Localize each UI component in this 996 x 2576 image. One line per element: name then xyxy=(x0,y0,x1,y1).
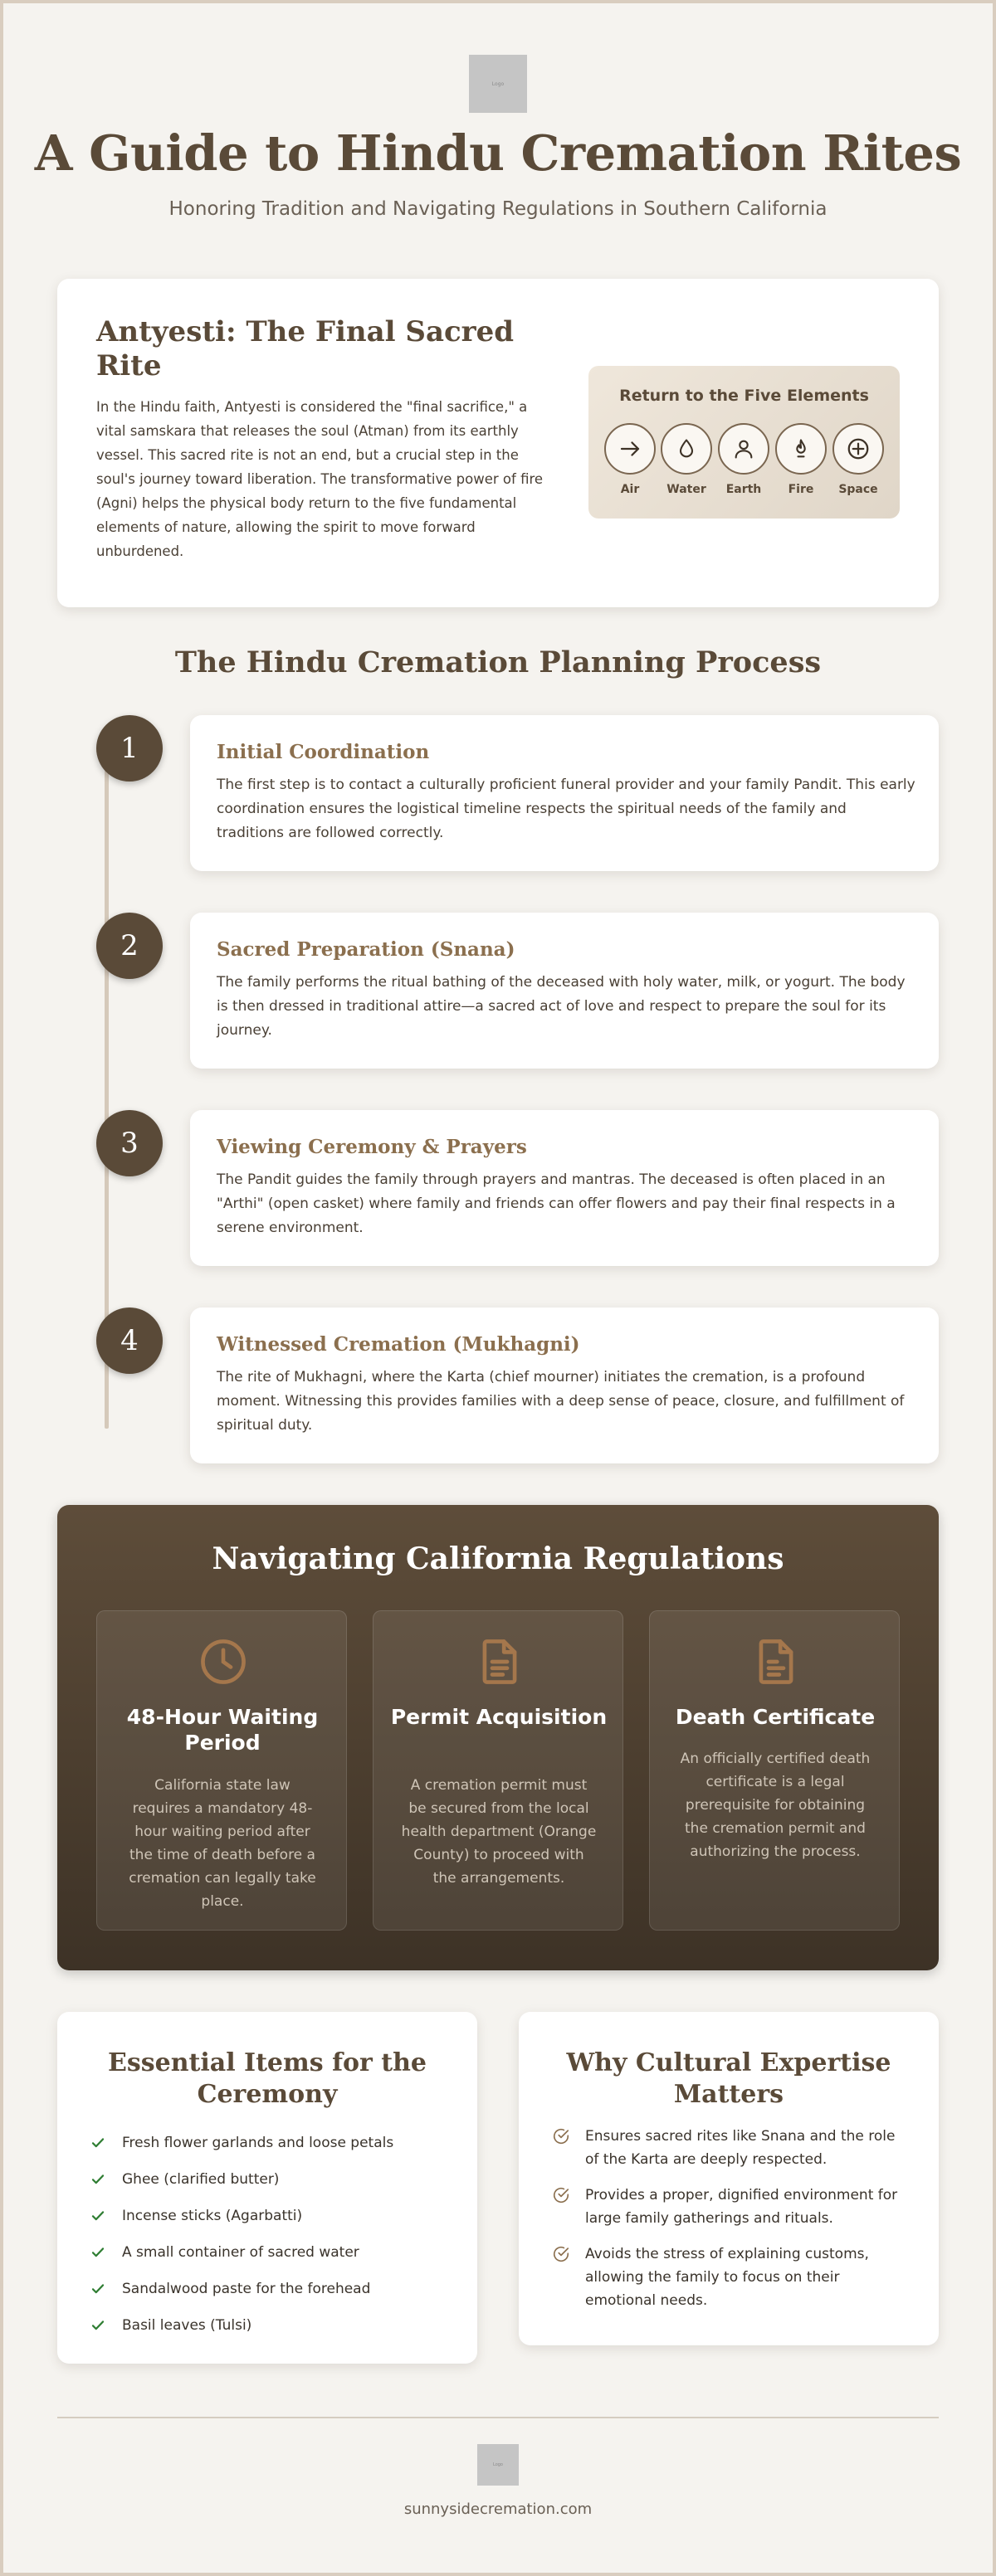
list-item-text: A small container of sacred water xyxy=(122,2244,359,2261)
regulation-title: Death Certificate xyxy=(675,1705,876,1729)
element-label: Space xyxy=(838,483,878,496)
element-label: Earth xyxy=(725,483,762,496)
list-item-text: Avoids the stress of explaining customs, allowing the family to focus on their emotional needs. xyxy=(585,2246,869,2309)
check-circle-icon xyxy=(552,2186,572,2204)
list-item-text: Basil leaves (Tulsi) xyxy=(122,2317,252,2334)
intro-card xyxy=(57,279,939,607)
step-number: 4 xyxy=(96,1307,163,1374)
regulation-card xyxy=(96,1610,347,1931)
footer-divider xyxy=(57,2417,939,2418)
droplet-icon xyxy=(661,423,712,475)
step-body: The first step is to contact a culturally proficient funeral provider and your family Pandit. This early coordination ensures the logistical timeline respects the spiritual needs of the family and traditions are followed correctly. xyxy=(217,777,915,841)
element-water xyxy=(660,423,713,496)
list-item xyxy=(552,2125,901,2171)
step-title: Viewing Ceremony & Prayers xyxy=(217,1136,527,1158)
step-number: 3 xyxy=(96,1110,163,1176)
person-icon xyxy=(718,423,769,475)
step-title: Sacred Preparation (Snana) xyxy=(217,938,515,961)
list-item xyxy=(90,2125,393,2161)
step-title: Initial Coordination xyxy=(217,741,430,763)
header-logo xyxy=(469,55,527,113)
regulation-title: 48-Hour Waiting Period xyxy=(126,1705,319,1755)
element-label: Air xyxy=(620,483,640,496)
list-item xyxy=(552,2184,901,2230)
list-item-text: Ensures sacred rites like Snana and the role of the Karta are deeply respected. xyxy=(585,2128,896,2168)
element-fire xyxy=(774,423,828,496)
regulation-body: California state law requires a mandatory 48-hour waiting period after the time of death before a cremation can legally take place. xyxy=(129,1777,316,1910)
regulation-title: Permit Acquisition xyxy=(390,1705,608,1729)
step-card xyxy=(190,913,939,1069)
page-title: A Guide to Hindu Cremation Rites xyxy=(34,124,962,182)
essentials-card xyxy=(57,2012,477,2364)
why-card xyxy=(519,2012,939,2345)
regulations-title: Navigating California Regulations xyxy=(212,1541,784,1576)
check-icon xyxy=(90,2172,109,2187)
step-body: The family performs the ritual bathing of the deceased with holy water, milk, or yogurt. The body is then dressed in traditional attire—a sacred act of love and respect to prepare the soul for its journey. xyxy=(217,974,906,1039)
check-icon xyxy=(90,2281,109,2296)
step-title: Witnessed Cremation (Mukhagni) xyxy=(217,1333,580,1356)
check-icon xyxy=(90,2135,109,2150)
step-card xyxy=(190,715,939,871)
list-item xyxy=(90,2271,393,2307)
flame-icon xyxy=(775,423,827,475)
check-icon xyxy=(90,2245,109,2260)
regulation-body: A cremation permit must be secured from the local health department (Orange County) to proceed with the arrangements. xyxy=(401,1777,597,1887)
clock-icon xyxy=(198,1636,249,1687)
list-item xyxy=(90,2234,393,2271)
why-title: Why Cultural Expertise Matters xyxy=(566,2048,891,2109)
list-item-text: Ghee (clarified butter) xyxy=(122,2171,280,2188)
check-icon xyxy=(90,2318,109,2333)
list-item xyxy=(90,2198,393,2234)
header-logo-text: Logo xyxy=(491,80,505,87)
regulation-card xyxy=(373,1610,623,1931)
list-item xyxy=(90,2161,393,2198)
regulation-card xyxy=(649,1610,900,1931)
five-elements-title: Return to the Five Elements xyxy=(619,387,869,405)
list-item-text: Fresh flower garlands and loose petals xyxy=(122,2135,394,2151)
element-label: Fire xyxy=(788,483,814,496)
intro-title: Antyesti: The Final Sacred Rite xyxy=(96,315,514,382)
list-item-text: Provides a proper, dignified environment for large family gatherings and rituals. xyxy=(585,2187,898,2227)
step-body: The rite of Mukhagni, where the Karta (chief mourner) initiates the cremation, is a profound moment. Witnessing this provides families with a deep sense of peace, closure, and fulfillment of spiritual duty. xyxy=(217,1369,905,1434)
footer-logo xyxy=(477,2444,519,2486)
element-earth xyxy=(717,423,770,496)
step-number: 1 xyxy=(96,715,163,782)
list-item-text: Sandalwood paste for the forehead xyxy=(122,2281,371,2297)
list-item xyxy=(552,2242,901,2312)
check-circle-icon xyxy=(552,2127,572,2145)
regulations-section xyxy=(57,1505,939,1970)
process-title: The Hindu Cremation Planning Process xyxy=(174,645,822,679)
essentials-list xyxy=(90,2125,393,2344)
footer-logo-text: Logo xyxy=(493,2462,503,2467)
step-card xyxy=(190,1110,939,1266)
why-list xyxy=(552,2125,901,2325)
footer-website-link[interactable]: sunnysidecremation.com xyxy=(403,2501,593,2518)
five-elements-box xyxy=(588,366,900,519)
arrow-right-icon xyxy=(604,423,656,475)
step-card xyxy=(190,1307,939,1463)
list-item-text: Incense sticks (Agarbatti) xyxy=(122,2208,303,2224)
page-subtitle: Honoring Tradition and Navigating Regulations in Southern California xyxy=(168,198,828,220)
element-air xyxy=(603,423,657,496)
step-body: The Pandit guides the family through prayers and mantras. The deceased is often placed in an "Arthi" (open casket) where family and friends can offer flowers and pay their final respects in a serene environment. xyxy=(217,1171,896,1236)
step-number: 2 xyxy=(96,913,163,979)
circle-plus-icon xyxy=(832,423,884,475)
document-icon xyxy=(474,1636,525,1687)
regulation-body: An officially certified death certificate is a legal prerequisite for obtaining the cremation permit and authorizing the process. xyxy=(680,1751,871,1860)
essentials-title: Essential Items for the Ceremony xyxy=(107,2048,427,2109)
check-circle-icon xyxy=(552,2245,572,2263)
element-space xyxy=(832,423,885,496)
element-label: Water xyxy=(666,483,706,496)
intro-body: In the Hindu faith, Antyesti is considered the "final sacrifice," a vital samskara that releases the soul (Atman) from its earthly vessel. This sacred rite is not an end, but a crucial step in the soul's journey toward liberation. The transformative power of fire (Agni) helps the physical body return to the five fundamental elements of nature, allowing the spirit to move forward unburdened. xyxy=(96,399,544,559)
document-icon xyxy=(750,1636,802,1687)
check-icon xyxy=(90,2208,109,2223)
list-item xyxy=(90,2307,393,2344)
